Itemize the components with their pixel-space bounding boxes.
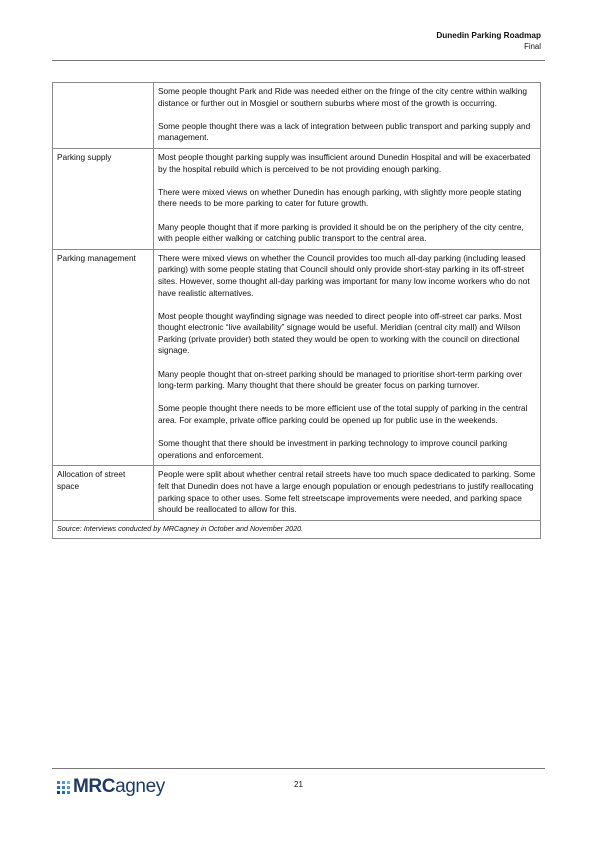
comment-paragraph: Some people thought Park and Ride was needed either on the fringe of the city centre within walking distance or further out in Mosgiel or southern suburbs where most of the growth is occurring. <box>158 86 527 108</box>
comments-cell <box>154 466 541 520</box>
comment-paragraph: People were split about whether central retail streets have too much space dedicated to parking. Some felt that Dunedin does not have a large enough population or enough pedestrians to justify reallocating parking space to other uses. Some felt streetscape improvements were needed, and parking space should be reallocated to allow for this. <box>158 469 536 515</box>
page-number: 21 <box>294 780 303 789</box>
comment-paragraph: Most people thought wayfinding signage was needed to direct people into off-street car parks. Most thought electronic “live availability” signage would be useful. Meridian (central city mall) and Wilson Parking (private provider) both stated they would be open to working with the council on directional signage. <box>158 310 522 356</box>
comment-paragraph: Many people thought that on-street parking should be managed to prioritise short-term parking over long-term parking. Many thought that there should be greater focus on parking turnover. <box>158 368 523 391</box>
comment-paragraph: Many people thought that if more parking is provided it should be on the periphery of the city centre, with people either walking or catching public transport to the central area. <box>158 221 524 244</box>
table-row <box>53 466 541 520</box>
findings-table <box>52 82 541 539</box>
comment-paragraph: Some thought that there should be investment in parking technology to improve council parking operations and enforcement. <box>158 438 508 460</box>
comments-cell <box>154 148 541 249</box>
comment-paragraph: Some people thought there needs to be more efficient use of the total supply of parking in the central area. For example, private office parking could be opened up for public use in the weekends. <box>158 403 528 426</box>
comment-paragraph: There were mixed views on whether the Council provides too much all-day parking (including leased parking) with some people stating that Council should only provide short-stay parking in its off-street sites. However, some thought all-day parking was important for many low income workers who do not have realistic alternatives. <box>158 252 530 298</box>
comments-cell <box>154 249 541 466</box>
document-title: Dunedin Parking Roadmap <box>436 31 541 40</box>
source-note: Source: Interviews conducted by MRCagney in October and November 2020. <box>53 520 541 538</box>
document-status: Final <box>524 42 541 51</box>
footer-divider <box>52 768 545 769</box>
topic-cell <box>53 83 154 149</box>
table-row <box>53 83 541 149</box>
comment-paragraph: There were mixed views on whether Dunedin has enough parking, with slightly more people stating there needs to be more parking to cater for future growth. <box>158 186 522 209</box>
topic-cell: Parking management <box>53 249 154 466</box>
comment-paragraph: Some people thought there was a lack of integration between public transport and parking supply and management. <box>158 120 531 143</box>
page-header <box>436 30 541 52</box>
topic-cell: Allocation of street space <box>53 466 154 520</box>
comment-paragraph: Most people thought parking supply was insufficient around Dunedin Hospital and will be exacerbated by the hospital rebuild which is perceived to be not providing enough parking. <box>158 151 531 174</box>
topic-cell: Parking supply <box>53 148 154 249</box>
table-row <box>53 249 541 466</box>
comments-cell <box>154 83 541 149</box>
header-divider <box>52 60 545 61</box>
logo-wordmark-bold: MRC <box>73 776 116 797</box>
logo-wordmark-regular: agney <box>115 776 165 797</box>
table-row <box>53 148 541 249</box>
source-row <box>53 520 541 538</box>
